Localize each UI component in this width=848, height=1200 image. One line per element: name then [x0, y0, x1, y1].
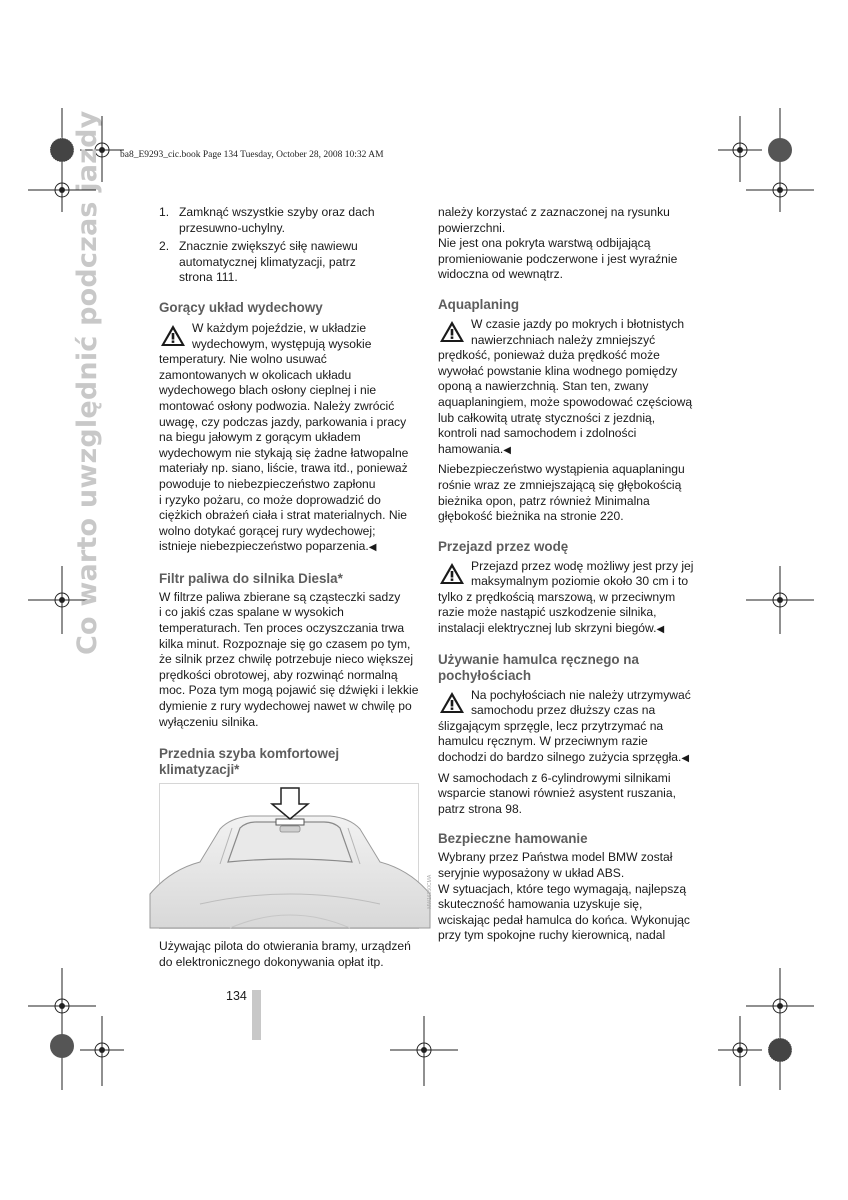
text-line: wolno dotykać gorącej rury wydechowej; [159, 523, 376, 538]
heading-line: Używanie hamulca ręcznego na [438, 651, 639, 667]
left-column [159, 205, 434, 970]
text-line: Przejazd przez wodę możliwy jest przy jej [471, 558, 694, 573]
warning-block [438, 688, 700, 767]
print-header: ba8_E9293_cic.book Page 134 Tuesday, October 28, 2008 10:32 AM [120, 150, 384, 160]
text-line: automatycznej klimatyzacji, patrz [179, 254, 356, 269]
text-line: tylko z prędkością marszową, w przeciwnym [438, 589, 676, 604]
text-line: instalacji elektrycznej lub skrzyni biegów. [438, 621, 657, 636]
text-line: seryjnie wyposażony w układ ABS. [438, 866, 625, 880]
aquaplaning-paragraph [438, 462, 700, 524]
text-line: powierzchni. [438, 220, 506, 235]
warning-icon [159, 323, 187, 348]
text-line: bieżnika opon, patrz również Minimalna [438, 493, 650, 508]
text-line: Zamknąć wszystkie szyby oraz dach [179, 205, 375, 219]
warning-icon [438, 319, 466, 344]
text-line: skuteczność hamowania uzyskuje się, [438, 897, 643, 912]
text-line: lub całkowitą utratę styczności z jezdnią, [438, 410, 656, 425]
text-line: widoczna od wewnątrz. [438, 267, 564, 282]
text-line: oponą a nawierzchnią. Stan ten, zwany [438, 379, 649, 394]
warning-icon [438, 690, 466, 715]
page-tab-bar [252, 990, 261, 1040]
text-line: kilka minut. Rozpoznaje się go czasem po tym, [159, 636, 411, 651]
text-line: hamowania. [438, 441, 504, 456]
heading-safe-braking: Bezpieczne hamowanie [438, 831, 588, 847]
text-line: na biegu jałowym z gorącym układem [159, 430, 361, 445]
text-line: ślizgającym sprzęgle, lecz przytrzymać na [438, 718, 664, 733]
text-line: uwagę, czy podczas jazdy, parkowania i pracy [159, 414, 407, 429]
text-line: wydechowym nie stykają się żadne łatwopalne [159, 445, 409, 460]
end-marker-icon: ◀ [656, 624, 665, 636]
text-line: moc. Poza tym mogą pojawić się dźwięki i lekkie [159, 683, 419, 698]
text-line: W sytuacjach, które tego wymagają, najlepszą [438, 881, 687, 896]
car-windshield-image [160, 784, 418, 928]
text-line: wydechowego blach osłony cieplnej i nie [159, 383, 377, 398]
text-line: dymienie z rury wydechowej nawet w chwilę po [159, 699, 412, 714]
list-item [159, 205, 421, 236]
text-line: montować osłony podwozia. Należy zwrócić [159, 398, 395, 413]
text-line: W czasie jazdy po mokrych i błotnistych [471, 316, 685, 331]
text-line: istnieje niebezpieczeństwo poparzenia. [159, 539, 369, 554]
text-line: głębokość bieżnika na stronie 220. [438, 509, 624, 524]
text-line: i ryzyko pożaru, co może doprowadzić do [159, 492, 381, 507]
section-side-title: Co warto uwzględnić podczas jazdy [72, 110, 103, 655]
text-line: że silnik przez chwilę potrzebuje nieco większej [159, 652, 414, 667]
heading-line: Przednia szyba komfortowej [159, 746, 340, 762]
text-line: przesuwno-uchylny. [179, 220, 285, 235]
text-line: wsparcie stanowi również asystent ruszania, [438, 786, 676, 801]
text-line: powoduje to niebezpieczeństwo zapłonu [159, 476, 376, 491]
steps-list [159, 205, 421, 286]
warning-block [438, 317, 700, 458]
text-line: prędkość, ponieważ duża prędkość może [438, 348, 660, 363]
text-line: aquaplaningiem, może spowodować częściową [438, 394, 693, 409]
handbrake-paragraph [438, 771, 700, 818]
list-number: 1. [159, 205, 170, 219]
text-line: Znacznie zwiększyć siłę nawiewu [179, 239, 358, 254]
heading-aquaplaning: Aquaplaning [438, 296, 520, 312]
text-line: zamontowanych w okolicach układu [159, 367, 352, 382]
text-line: temperatury. Nie wolno usuwać [159, 352, 327, 367]
heading-line: pochyłościach [438, 667, 532, 683]
text-line: wydechowym, występują wysokie [192, 336, 372, 351]
text-line: i co jakiś czas spalane w wysokich [159, 605, 344, 620]
text-line: materiały np. siano, liście, trawa itd., ponieważ [159, 461, 408, 476]
end-marker-icon: ◀ [681, 753, 690, 765]
text-line: W każdym pojeździe, w układzie [192, 320, 367, 335]
end-marker-icon: ◀ [368, 542, 377, 554]
list-item [159, 239, 421, 286]
image-code: MW16850CMA [427, 875, 434, 909]
text-line: W samochodach z 6-cylindrowymi silnikami [438, 770, 671, 785]
warning-icon [438, 561, 466, 586]
text-line: Wybrany przez Państwa model BMW został [438, 850, 673, 865]
text-line: patrz strona 98. [438, 801, 523, 816]
text-line: Nie jest ona pokryta warstwą odbijającą [438, 236, 651, 251]
text-line: promieniowanie podczerwone i jest wyraźnie [438, 251, 678, 266]
text-line: wyłączeniu silnika. [159, 714, 259, 729]
text-line: prędkości obrotowej, aby rozwinąć normalną [159, 667, 398, 682]
text-line: dochodzi do bardzo silnego zużycia sprzęgła. [438, 750, 682, 765]
text-line: do elektronicznego dokonywania opłat itp. [159, 954, 384, 969]
text-line: Niebezpieczeństwo wystąpienia aquaplaningu [438, 462, 685, 477]
text-line: należy korzystać z zaznaczonej na rysunku [438, 205, 670, 219]
text-line: Na pochyłościach nie należy utrzymywać [471, 687, 691, 702]
heading-hot-exhaust: Gorący układ wydechowy [159, 299, 323, 315]
text-line: hamulcu ręcznym. W przeciwnym razie [438, 734, 648, 749]
text-line: ciężkich obrażeń ciała i strat materialnych. Nie [159, 508, 408, 523]
list-number: 2. [159, 239, 170, 254]
text-line: wywołać powstanie klina wodnego pomiędzy [438, 363, 678, 378]
heading-windshield [159, 746, 421, 778]
heading-water-crossing: Przejazd przez wodę [438, 538, 569, 554]
text-line: Używając pilota do otwierania bramy, urządzeń [159, 939, 411, 954]
text-line: wciskając pedał hamulca do końca. Wykonując [438, 912, 690, 927]
text-line: temperaturach. Ten proces oczyszczania trwa [159, 621, 405, 636]
text-line: maksymalnym poziomie około 30 cm i to [471, 574, 689, 589]
windshield-illustration [159, 783, 434, 929]
text-line: przy tym spokojne ruchy kierownicą, nadal [438, 928, 666, 943]
warning-block [438, 559, 700, 638]
text-line: strona 111. [179, 270, 238, 285]
right-column [438, 205, 700, 944]
text-line: nawierzchniach należy zmniejszyć [471, 332, 656, 347]
heading-diesel-filter: Filtr paliwa do silnika Diesla* [159, 570, 343, 586]
page-number: 134 [226, 989, 247, 1003]
text-line: samochodu przez dłuższy czas na [471, 703, 656, 718]
text-line: kontroli nad samochodem i zdolności [438, 426, 637, 441]
heading-line: klimatyzacji* [159, 762, 240, 778]
end-marker-icon: ◀ [503, 444, 511, 456]
text-line: razie może nastąpić uszkodzenie silnika, [438, 605, 657, 620]
text-line: rośnie wraz ze zmniejszającą się głębokością [438, 477, 682, 492]
warning-block [159, 321, 421, 556]
heading-handbrake [438, 652, 700, 684]
text-line: W filtrze paliwa zbierane są cząsteczki sadzy [159, 589, 401, 604]
